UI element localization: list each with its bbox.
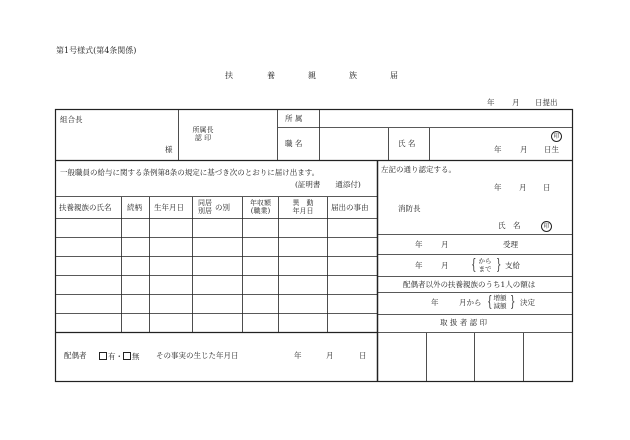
chief-name-label: 氏 名 (498, 221, 521, 230)
fact-date-label: その事実の生じた年月日 (156, 351, 239, 360)
col-header-change-date: 異 動 年月日 (292, 199, 314, 215)
job-title-label: 職 名 (285, 139, 303, 148)
attachment-note: (証明書 通添付) (295, 180, 361, 189)
brace-left-icon: { (487, 292, 493, 310)
title-char: 扶 (225, 71, 233, 80)
non-spouse-amount-text: 配偶者以外の扶養親族のうち1人の額は (403, 280, 536, 289)
form-number: 第1号様式(第4条関係) (56, 46, 137, 55)
title-char: 親 (308, 71, 316, 80)
spouse-label: 配偶者 (64, 351, 87, 360)
brace-right-icon: } (496, 255, 502, 273)
declaration-text: 一般職員の給与に関する条例第8条の規定に基づき次のとおりに届け出ます。 (60, 168, 320, 177)
seal-mark-icon: 印 (541, 221, 552, 232)
title-char: 届 (390, 71, 398, 80)
brace-right-icon: } (510, 292, 516, 310)
brace-left-icon: { (471, 255, 477, 273)
sama-label: 様 (165, 145, 173, 154)
spouse-has-checkbox[interactable] (99, 352, 107, 360)
col-header-name: 扶養親族の氏名 (59, 203, 112, 212)
handler-seal-label: 取 扱 者 認 印 (440, 318, 488, 327)
name-label: 氏 名 (398, 139, 416, 148)
col-header-birth: 生年月日 (154, 203, 184, 212)
fire-chief-label: 消防長 (398, 204, 421, 213)
col-header-income: 年収額 (職業) (250, 199, 271, 215)
title-char: 養 (267, 71, 275, 80)
col-header-relation: 続柄 (127, 203, 142, 212)
spouse-none-checkbox[interactable] (123, 352, 131, 360)
title-char: 族 (349, 71, 357, 80)
department-label: 所 属 (285, 114, 303, 123)
recognition-text: 左記の通り認定する。 (381, 165, 456, 174)
spouse-options: 有・ 無 (99, 352, 140, 361)
dept-chief-approval-label: 所属長 認 印 (192, 126, 214, 142)
seal-mark-icon: 印 (551, 131, 562, 142)
kumiai-chief-label: 組合長 (60, 115, 83, 124)
col-header-reason: 届出の事由 (331, 203, 369, 212)
